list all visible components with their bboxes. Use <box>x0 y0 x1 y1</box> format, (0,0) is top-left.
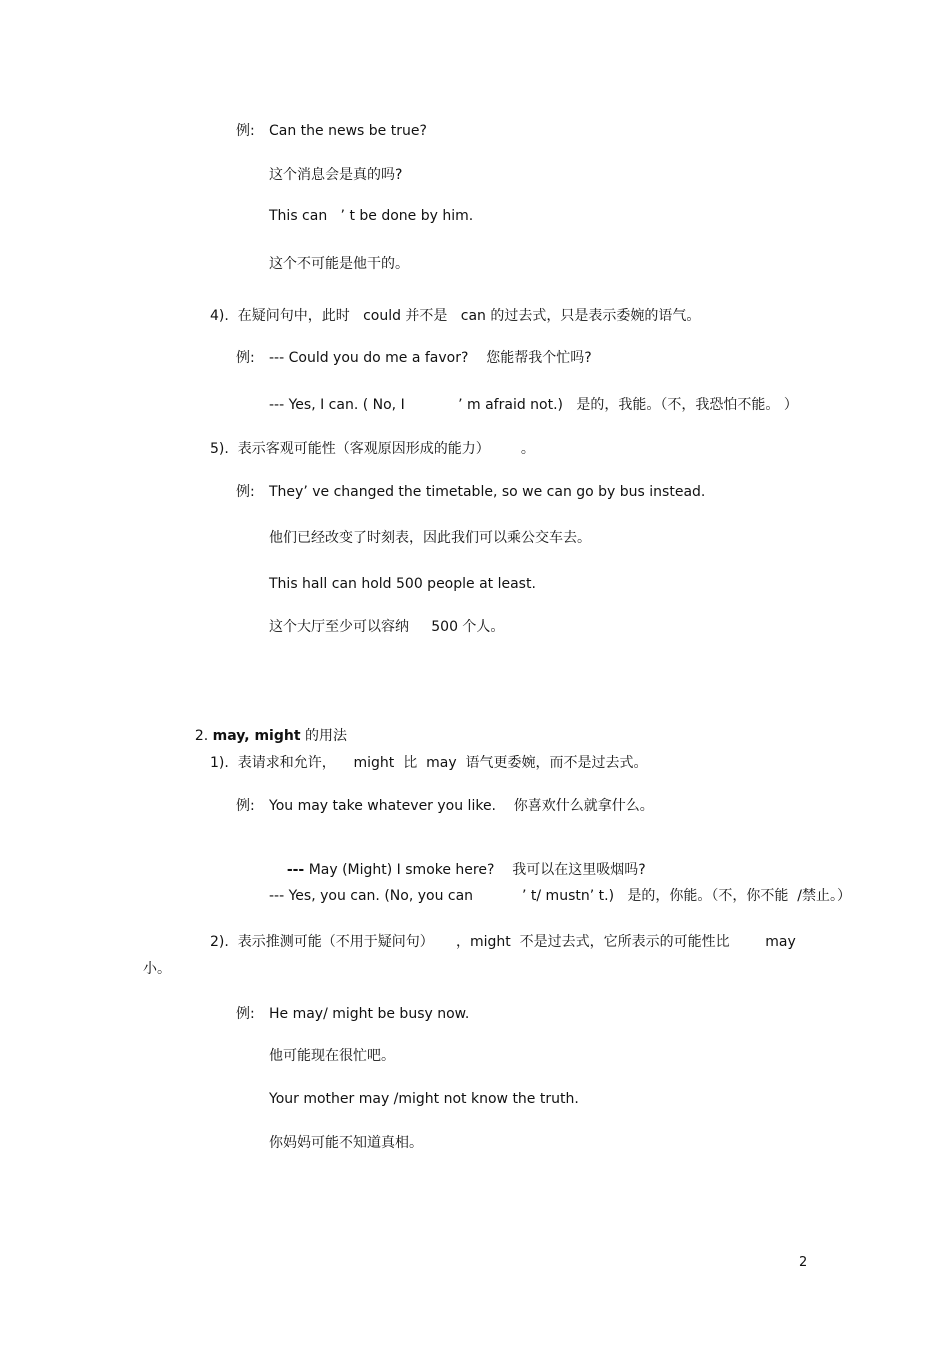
example-label: 例: <box>236 350 255 366</box>
translation: 他可能现在很忙吧。 <box>269 1048 395 1064</box>
example-label: 例: <box>236 123 255 139</box>
example-sentence: --- Yes, I can. ( No, I ’ m afraid not.) 是的，我能。（不，我恐怕不能。 ） <box>269 397 798 413</box>
dialogue-text: May (Might) I smoke here? 我可以在这里吸烟吗? <box>304 862 646 878</box>
section-number: 2. <box>194 728 213 744</box>
rule-item: 5). 表示客观可能性（客观原因形成的能力） 。 <box>210 441 535 457</box>
example-sentence: He may/ might be busy now. <box>269 1006 470 1022</box>
example-sentence: --- Yes, you can. (No, you can ’ t/ mustn’ t.) 是的，你能。（不，你不能 /禁止。） <box>269 888 851 904</box>
translation: 他们已经改变了时刻表，因此我们可以乘公交车去。 <box>269 530 591 546</box>
rule-item-continuation: 小。 <box>143 961 171 977</box>
page-number: 2 <box>799 1255 808 1270</box>
example-sentence: --- Could you do me a favor? 您能帮我个忙吗? <box>269 350 592 366</box>
translation: 你妈妈可能不知道真相。 <box>269 1135 423 1151</box>
example-sentence: This can ’ t be done by him. <box>269 208 474 224</box>
example-label: 例: <box>236 484 255 500</box>
example-sentence: Your mother may /might not know the truth. <box>269 1091 579 1107</box>
rule-item: 4). 在疑问句中，此时 could 并不是 can 的过去式，只是表示委婉的语气。 <box>210 308 701 324</box>
example-sentence: This hall can hold 500 people at least. <box>269 576 536 592</box>
example-sentence: You may take whatever you like. 你喜欢什么就拿什么。 <box>269 798 654 814</box>
section-keywords: may, might <box>212 728 301 744</box>
dialogue-dash: --- <box>286 862 305 878</box>
section-title-rest: 的用法 <box>300 728 347 744</box>
rule-item: 1). 表请求和允许， might 比 may 语气更委婉，而不是过去式。 <box>210 755 648 771</box>
translation: 这个不可能是他干的。 <box>269 256 409 272</box>
example-label: 例: <box>236 798 255 814</box>
rule-item: 2). 表示推测可能（不用于疑问句） ，might 不是过去式，它所表示的可能性比 may <box>210 934 796 950</box>
translation: 这个大厅至少可以容纳 500 个人。 <box>269 619 505 635</box>
example-sentence: Can the news be true? <box>269 123 427 139</box>
translation: 这个消息会是真的吗? <box>269 167 403 183</box>
example-sentence: They’ ve changed the timetable, so we can go by bus instead. <box>269 484 706 500</box>
example-label: 例: <box>236 1006 255 1022</box>
